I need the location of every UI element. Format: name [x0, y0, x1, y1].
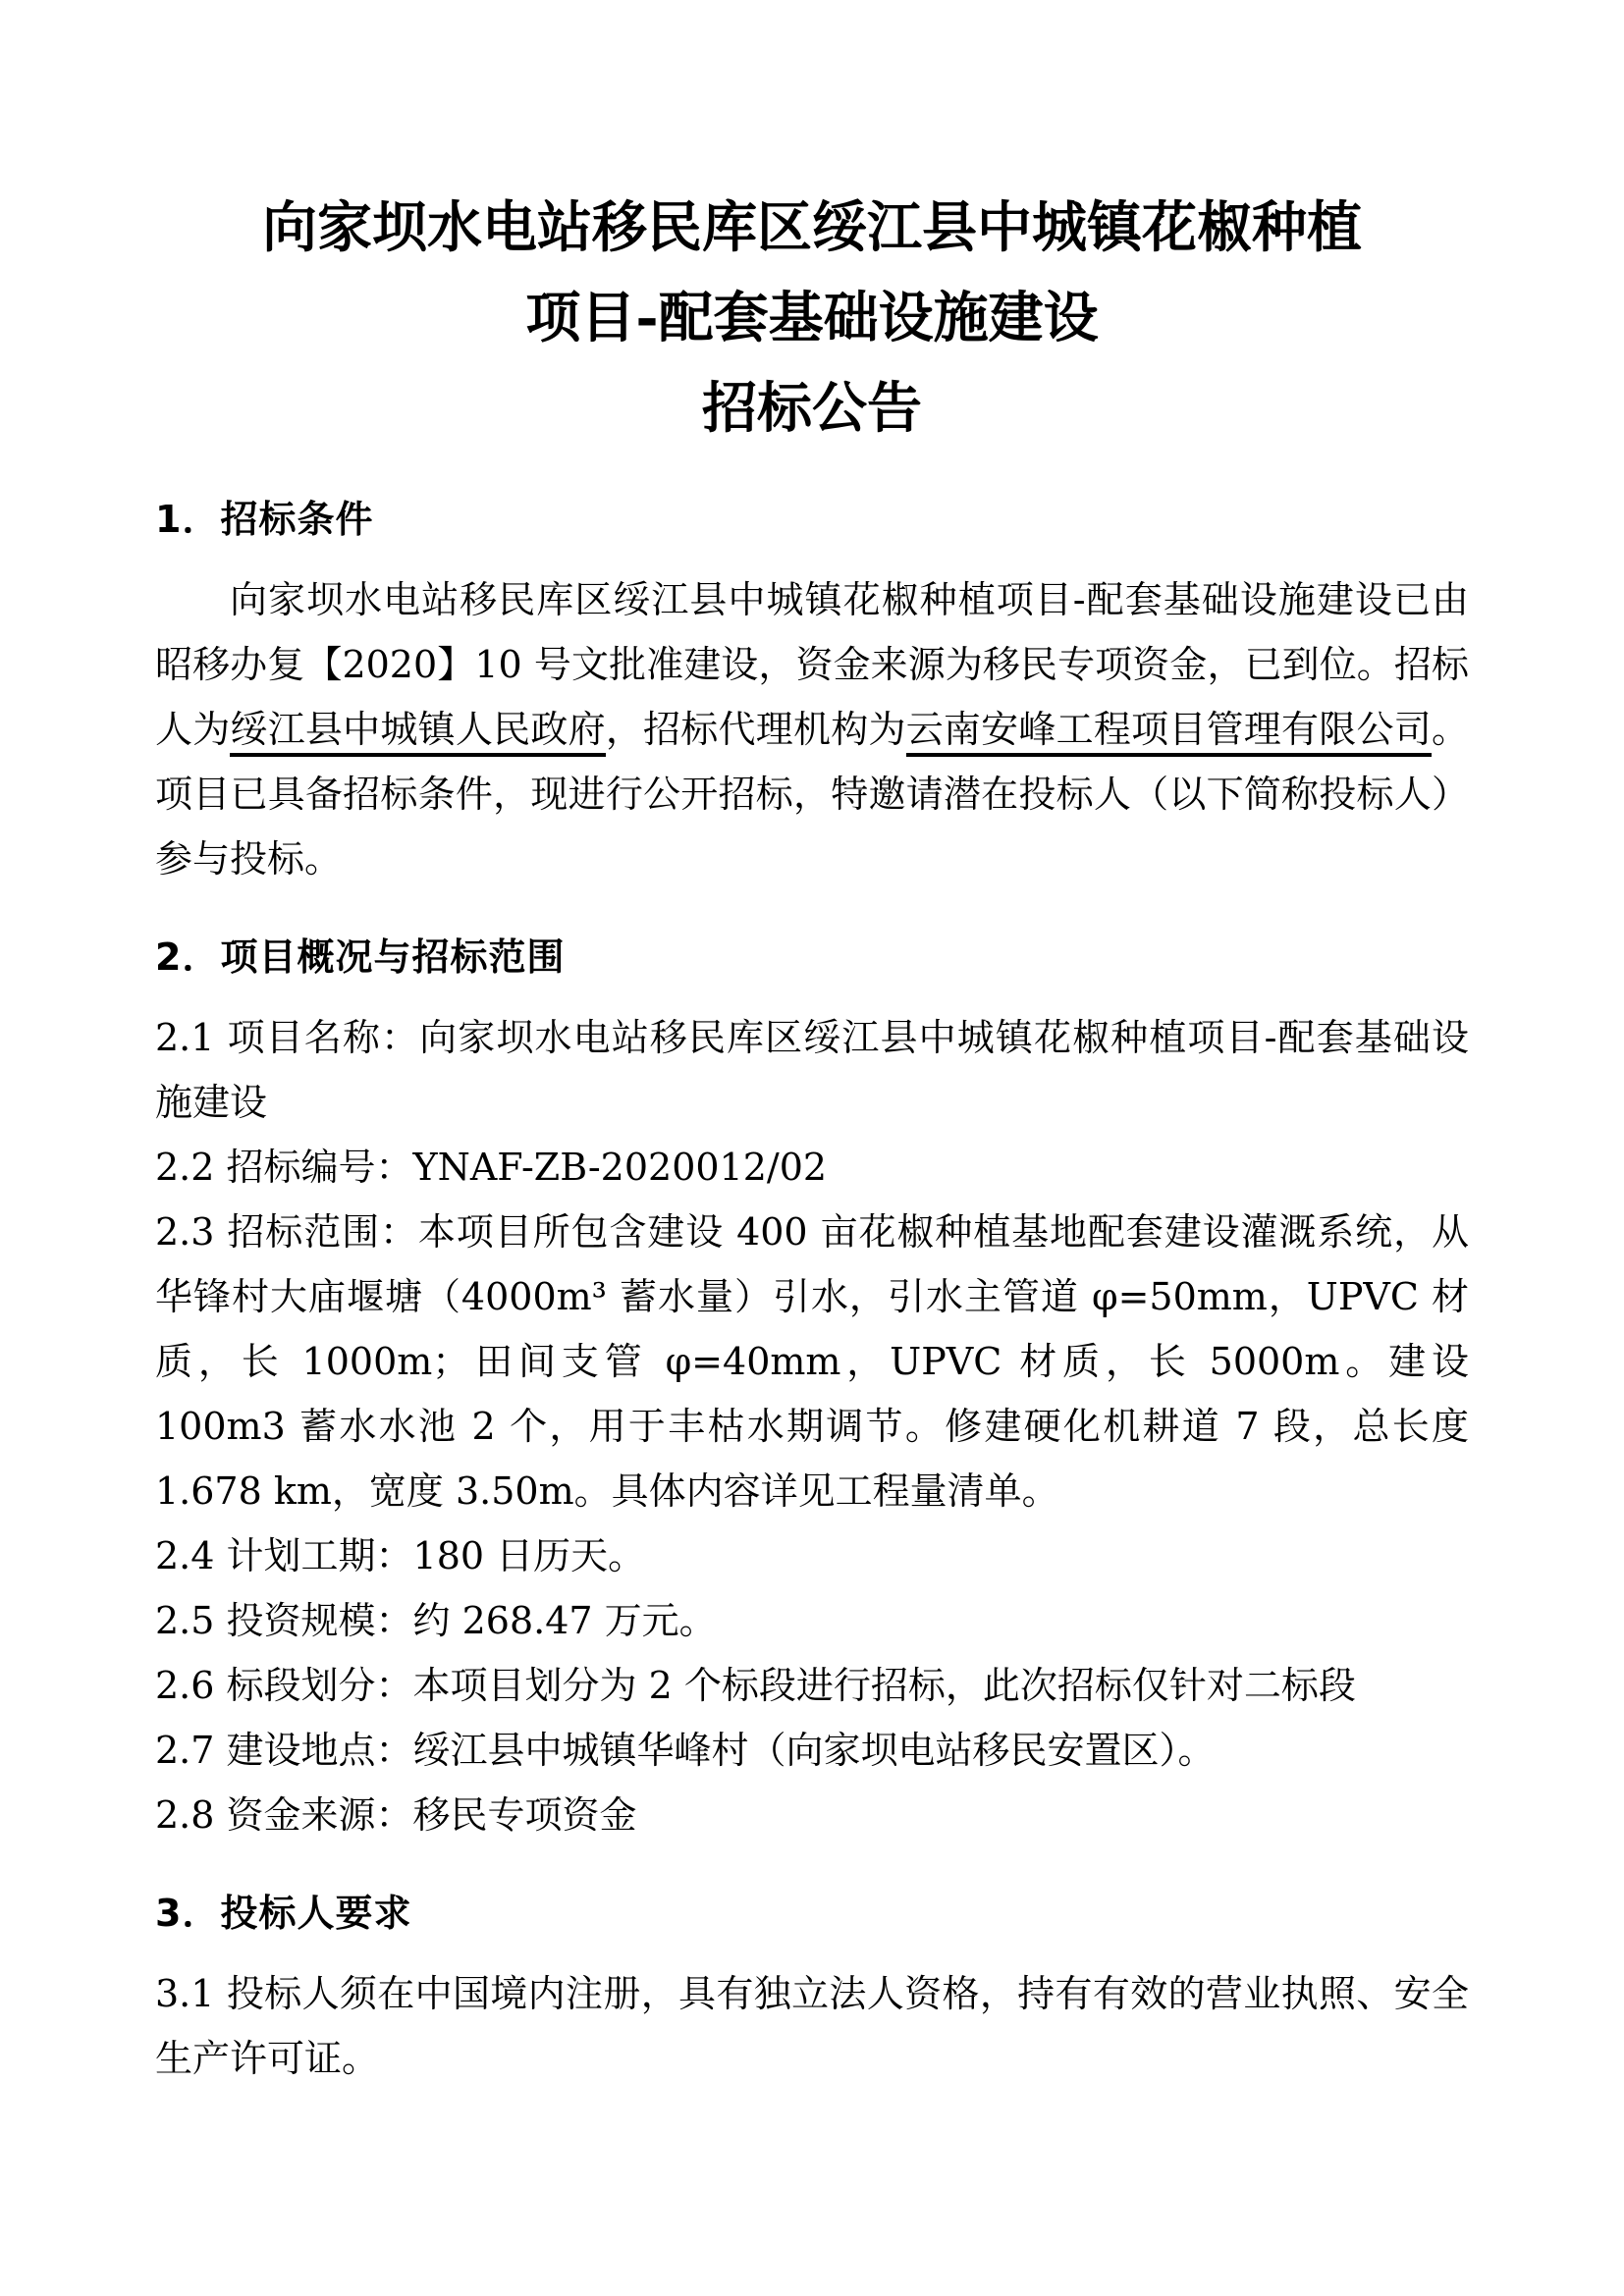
document-title-line-3: 招标公告: [702, 376, 922, 441]
item-2-5-investment-scale: 2.5 投资规模：约 268.47 万元。: [155, 1599, 717, 1642]
section-3-items: [155, 1961, 1469, 2091]
item-2-6-section-division: 2.6 标段划分：本项目划分为 2 个标段进行招标，此次招标仅针对二标段: [155, 1664, 1356, 1707]
item-2-8-funding-source: 2.8 资金来源：移民专项资金: [155, 1793, 637, 1837]
tenderer-name-underlined: 绥江县中城镇人民政府: [230, 708, 605, 757]
section-3-heading: 3．投标人要求: [155, 1892, 412, 1935]
item-2-7-construction-site: 2.7 建设地点：绥江县中城镇华峰村（向家坝电站移民安置区）。: [155, 1729, 1216, 1772]
item-3-1-bidder-requirement: 3.1 投标人须在中国境内注册，具有独立法人资格，持有有效的营业执照、安全生产许可证。: [155, 1972, 1469, 2080]
section-1-heading: 1．招标条件: [155, 498, 374, 541]
section-2-heading: 2．项目概况与招标范围: [155, 935, 566, 979]
agency-name-underlined: 云南安峰工程项目管理有限公司: [906, 708, 1432, 757]
paragraph-text-part: 向家坝水电站移民库区绥江县中城镇花椒种植项目-配套基础设施建设已由昭移办复【2020】10 号文批准建设，资金来源为移民专项资金，已到位。招标人为: [155, 578, 1469, 751]
item-2-1-project-name: 2.1 项目名称：向家坝水电站移民库区绥江县中城镇花椒种植项目-配套基础设施建设: [155, 1016, 1469, 1124]
paragraph-text-part: 。项目已具备招标条件，现进行公开招标，特邀请潜在投标人（以下简称投标人）参与投标。: [155, 708, 1469, 881]
item-2-3-tender-scope: 2.3 招标范围：本项目所包含建设 400 亩花椒种植基地配套建设灌溉系统，从华锋村大庙堰塘（4000m³ 蓄水量）引水，引水主管道 φ=50mm，UPVC 材质，长 1000m；田间支管 φ=40mm，UPVC 材质，长 5000m。建设 100m3 蓄水水池 2 个，用于丰枯水期调节。修建硬化机耕道 7 段，总长度 1.678 km，宽度 3.50m。具体内容详见工程量清单。: [155, 1210, 1469, 1513]
section-1-paragraph: [155, 567, 1469, 891]
item-2-4-planned-duration: 2.4 计划工期：180 日历天。: [155, 1534, 646, 1577]
paragraph-text-part: ，招标代理机构为: [605, 708, 906, 751]
document-title-line-2: 项目-配套基础设施建设: [525, 286, 1099, 350]
section-2-items: [155, 1005, 1469, 1847]
item-2-2-tender-number: 2.2 招标编号：YNAF-ZB-2020012/02: [155, 1146, 828, 1189]
document-title: [155, 183, 1469, 454]
document-title-line-1: 向家坝水电站移民库区绥江县中城镇花椒种植: [262, 195, 1362, 260]
